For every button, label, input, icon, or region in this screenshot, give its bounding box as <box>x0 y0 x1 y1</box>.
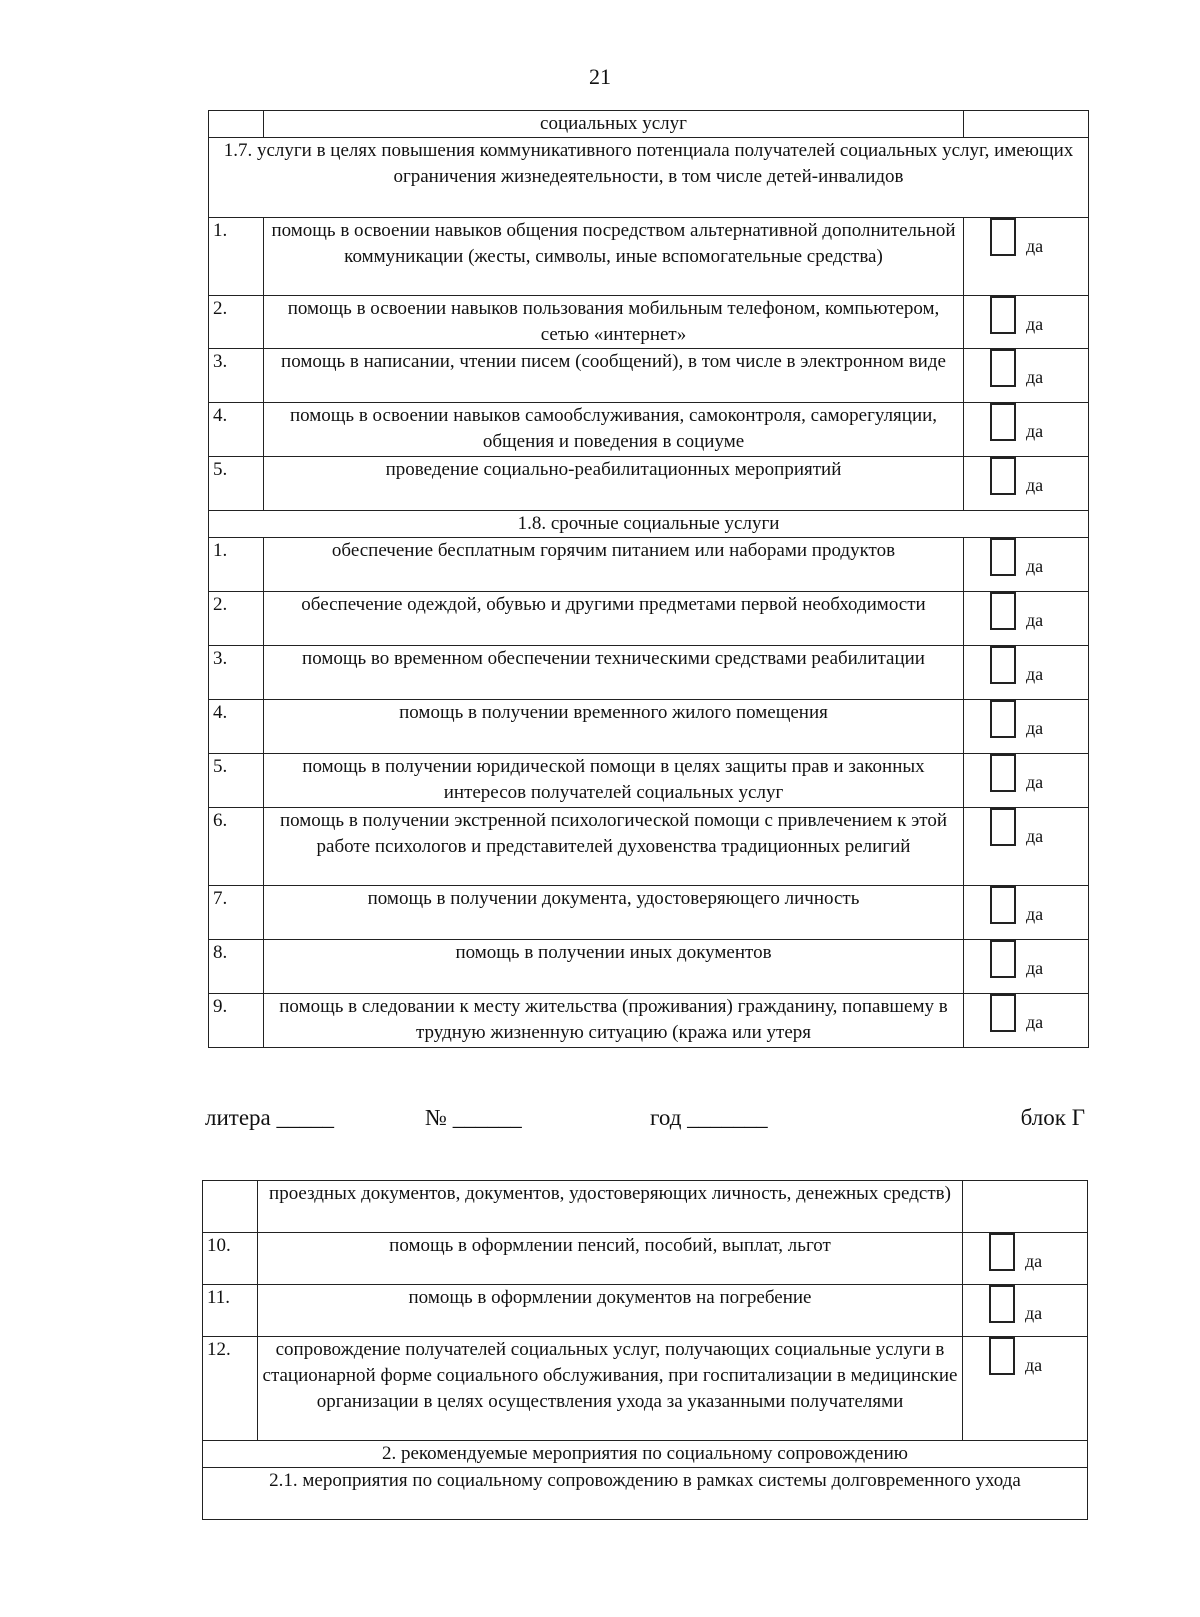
row-number: 4. <box>209 403 264 457</box>
table-row <box>203 1285 1088 1337</box>
service-text: помощь в получении временного жилого помещения <box>264 700 964 754</box>
services-table-bottom <box>202 1180 1088 1520</box>
checkbox[interactable] <box>990 403 1016 441</box>
yes-label: да <box>1026 236 1044 256</box>
checkbox[interactable] <box>990 218 1016 256</box>
table-row <box>209 296 1089 349</box>
service-text: помощь в следовании к месту жительства (проживания) гражданину, попавшему в трудную жизненную ситуацию (кража или утеря <box>264 994 964 1048</box>
page-number: 21 <box>589 64 611 89</box>
yes-label: да <box>1026 314 1044 334</box>
row-number: 7. <box>209 886 264 940</box>
service-text: помощь во временном обеспечении техническими средствами реабилитации <box>264 646 964 700</box>
yes-label: да <box>1025 1303 1043 1323</box>
section-2-1-title: 2.1. мероприятия по социальному сопровождению в рамках системы долговременного ухода <box>203 1468 1088 1520</box>
section-header-row <box>209 511 1089 538</box>
litera-field: литера _____ <box>205 1105 335 1130</box>
section-1-8-title: 1.8. срочные социальные услуги <box>209 511 1089 538</box>
table-row <box>209 592 1089 646</box>
table-row <box>209 994 1089 1048</box>
service-text: помощь в получении экстренной психологической помощи с привлечением к этой работе психологов и представителей духовенства традиционных религий <box>264 808 964 886</box>
yes-label: да <box>1026 826 1044 846</box>
section-header-row <box>203 1441 1088 1468</box>
service-text: помощь в получении документа, удостоверяющего личность <box>264 886 964 940</box>
row-number: 10. <box>203 1233 258 1285</box>
service-text: обеспечение бесплатным горячим питанием или наборами продуктов <box>264 538 964 592</box>
yes-label: да <box>1026 556 1044 576</box>
yes-label: да <box>1026 475 1044 495</box>
table-row <box>203 1181 1088 1233</box>
checkbox[interactable] <box>990 754 1016 792</box>
document-footer <box>205 1105 1085 1135</box>
section-2-title: 2. рекомендуемые мероприятия по социальному сопровождению <box>203 1441 1088 1468</box>
table-row <box>209 349 1089 403</box>
continued-text: социальных услуг <box>264 111 964 138</box>
table-row <box>209 808 1089 886</box>
table-row <box>209 218 1089 296</box>
section-1-7-title: 1.7. услуги в целях повышения коммуникативного потенциала получателей социальных услуг, имеющих ограничения жизнедеятельности, в том числе детей-инвалидов <box>209 138 1089 218</box>
service-text: сопровождение получателей социальных услуг, получающих социальные услуги в стационарной форме социального обслуживания, при госпитализации в медицинские организации в целях осуществления ухода за указанными получателями <box>258 1337 963 1441</box>
checkbox[interactable] <box>990 538 1016 576</box>
yes-label: да <box>1026 772 1044 792</box>
section-header-row <box>209 138 1089 218</box>
yes-label: да <box>1026 610 1044 630</box>
yes-label: да <box>1026 958 1044 978</box>
service-text: проведение социально-реабилитационных мероприятий <box>264 457 964 511</box>
checkbox[interactable] <box>989 1337 1015 1375</box>
row-number: 2. <box>209 592 264 646</box>
row-number: 4. <box>209 700 264 754</box>
table-row <box>209 111 1089 138</box>
yes-label: да <box>1026 904 1044 924</box>
yes-label: да <box>1026 367 1044 387</box>
service-text: обеспечение одеждой, обувью и другими предметами первой необходимости <box>264 592 964 646</box>
yes-label: да <box>1026 421 1044 441</box>
checkbox[interactable] <box>990 700 1016 738</box>
row-number: 11. <box>203 1285 258 1337</box>
checkbox[interactable] <box>990 808 1016 846</box>
service-text: помощь в освоении навыков пользования мобильным телефоном, компьютером, сетью «интернет» <box>264 296 964 349</box>
row-number: 9. <box>209 994 264 1048</box>
service-text: помощь в написании, чтении писем (сообщений), в том числе в электронном виде <box>264 349 964 403</box>
row-number: 1. <box>209 538 264 592</box>
service-text: помощь в освоении навыков самообслуживания, самоконтроля, саморегуляции, общения и поведения в социуме <box>264 403 964 457</box>
checkbox[interactable] <box>990 940 1016 978</box>
year-field: год _______ <box>650 1105 768 1130</box>
table-row <box>209 457 1089 511</box>
row-number: 1. <box>209 218 264 296</box>
table-row <box>203 1337 1088 1441</box>
table-row <box>209 538 1089 592</box>
service-text: помощь в оформлении документов на погребение <box>258 1285 963 1337</box>
yes-label: да <box>1026 1012 1044 1032</box>
yes-label: да <box>1025 1251 1043 1271</box>
block-label: блок Г <box>1020 1105 1085 1130</box>
checkbox[interactable] <box>990 457 1016 495</box>
services-table-top <box>208 110 1089 1048</box>
row-number: 3. <box>209 646 264 700</box>
table-row <box>203 1233 1088 1285</box>
checkbox[interactable] <box>990 592 1016 630</box>
section-header-row <box>203 1468 1088 1520</box>
yes-label: да <box>1026 664 1044 684</box>
yes-label: да <box>1026 718 1044 738</box>
table-row <box>209 754 1089 808</box>
table-row <box>209 940 1089 994</box>
service-text: помощь в получении иных документов <box>264 940 964 994</box>
checkbox[interactable] <box>990 349 1016 387</box>
service-text: помощь в оформлении пенсий, пособий, выплат, льгот <box>258 1233 963 1285</box>
row-number: 8. <box>209 940 264 994</box>
checkbox[interactable] <box>990 886 1016 924</box>
table-row <box>209 886 1089 940</box>
service-text: помощь в получении юридической помощи в целях защиты прав и законных интересов получателей социальных услуг <box>264 754 964 808</box>
number-field: № ______ <box>425 1105 522 1130</box>
yes-label: да <box>1025 1355 1043 1375</box>
service-text: помощь в освоении навыков общения посредством альтернативной дополнительной коммуникации (жесты, символы, иные вспомогательные средства) <box>264 218 964 296</box>
table-row <box>209 646 1089 700</box>
row-number: 2. <box>209 296 264 349</box>
row-number: 6. <box>209 808 264 886</box>
checkbox[interactable] <box>990 296 1016 334</box>
checkbox[interactable] <box>989 1285 1015 1323</box>
checkbox[interactable] <box>990 994 1016 1032</box>
row-number: 3. <box>209 349 264 403</box>
row-number: 5. <box>209 754 264 808</box>
table-row <box>209 700 1089 754</box>
table-row <box>209 403 1089 457</box>
row-number: 12. <box>203 1337 258 1441</box>
row-number: 5. <box>209 457 264 511</box>
checkbox[interactable] <box>990 646 1016 684</box>
continued-text: проездных документов, документов, удостоверяющих личность, денежных средств) <box>258 1181 963 1233</box>
checkbox[interactable] <box>989 1233 1015 1271</box>
